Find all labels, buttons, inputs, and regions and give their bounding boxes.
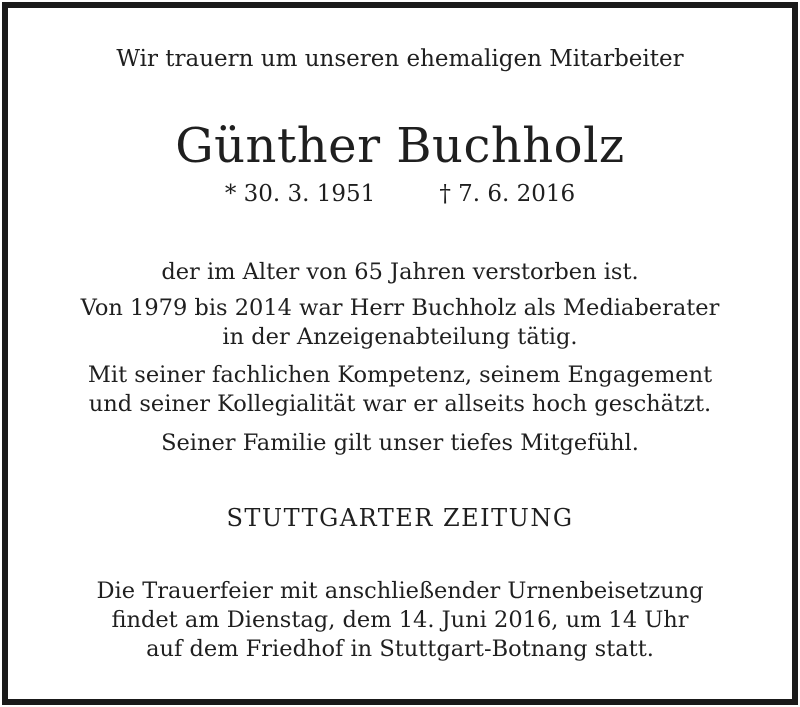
funeral-line: Die Trauerfeier mit anschließender Urnenbeisetzung	[96, 578, 704, 604]
funeral-line: auf dem Friedhof in Stuttgart-Botnang statt.	[146, 636, 654, 662]
deceased-name: Günther Buchholz	[175, 118, 625, 174]
obituary-notice	[2, 2, 798, 705]
birth-date: * 30. 3. 1951	[224, 181, 376, 207]
body-line: Seiner Familie gilt unser tiefes Mitgefühl.	[161, 430, 639, 456]
body-line: und seiner Kollegialität war er allseits hoch geschätzt.	[88, 391, 712, 417]
body-line: Mit seiner fachlichen Kompetenz, seinem Engagement	[87, 362, 713, 388]
organization-name: STUTTGARTER ZEITUNG	[226, 504, 574, 532]
body-line: in der Anzeigenabteilung tätig.	[222, 324, 578, 350]
life-dates	[8, 179, 792, 209]
intro-text: Wir trauern um unseren ehemaligen Mitarbeiter	[116, 46, 684, 72]
body-line: der im Alter von 65 Jahren verstorben ist.	[161, 259, 639, 285]
body-line: Von 1979 bis 2014 war Herr Buchholz als Mediaberater	[80, 295, 720, 321]
death-date: † 7. 6. 2016	[439, 181, 576, 207]
funeral-line: findet am Dienstag, dem 14. Juni 2016, um 14 Uhr	[111, 607, 689, 633]
